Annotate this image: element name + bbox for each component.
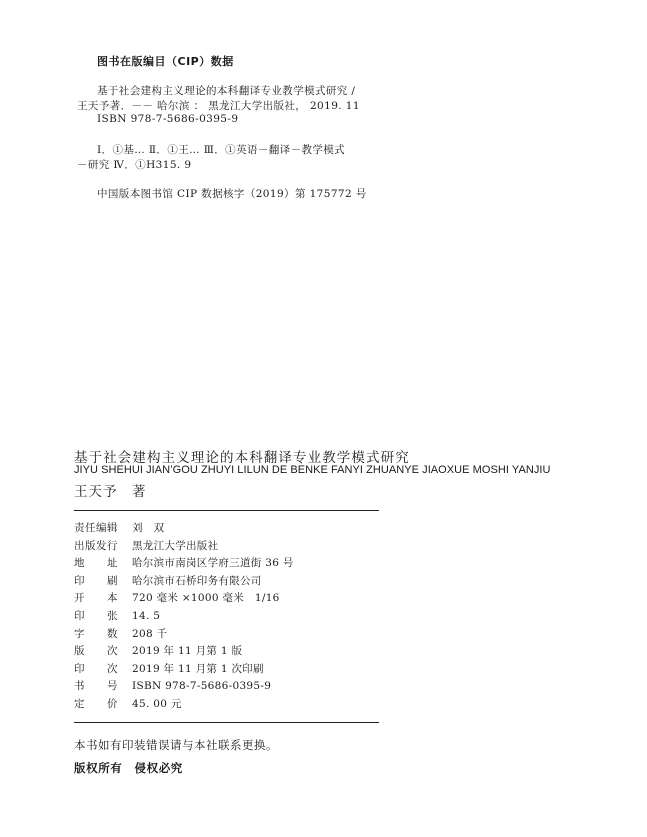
pub-info-row (74, 538, 294, 556)
pub-info-value: 45. 00 元 (132, 697, 182, 710)
pub-info-value: 哈尔滨市南岗区学府三道街 36 号 (132, 557, 294, 570)
pub-info-value: 2019 年 11 月第 1 次印刷 (132, 662, 264, 675)
book-title: 基于社会建构主义理论的本科翻译专业教学模式研究 (74, 450, 410, 466)
divider-top (74, 510, 379, 511)
pub-info-value: 哈尔滨市石桥印务有限公司 (132, 574, 262, 587)
book-author: 王天予 著 (74, 484, 147, 500)
pub-info-row (74, 643, 294, 661)
cip-isbn: ISBN 978-7-5686-0395-9 (97, 113, 239, 125)
cip-title: 图书在版编目（CIP）数据 (97, 55, 234, 68)
pub-info-label: 版 次 (74, 645, 118, 658)
cip-classification-line-1: Ⅰ．①基… Ⅱ．①王… Ⅲ．①英语－翻译－教学模式 (97, 144, 346, 156)
copyright-statement: 版权所有 侵权必究 (74, 761, 183, 775)
pub-info-row (74, 573, 294, 591)
book-title-pinyin: JIYU SHEHUI JIAN’GOU ZHUYI LILUN DE BENKE FANYI ZHUANYE JIAOXUE MOSHI YANJIU (74, 464, 551, 476)
cip-description-line-2: 王天予著．－－ 哈尔滨 ： 黑龙江大学出版社， 2019. 11 (77, 100, 360, 112)
pub-info-row (74, 555, 294, 573)
pub-info-label: 印 刷 (74, 574, 118, 587)
pub-info-label: 开 本 (74, 592, 118, 605)
pub-info-row (74, 608, 294, 626)
pub-info-value: 2019 年 11 月第 1 版 (132, 645, 243, 658)
publishing-info-list (74, 520, 294, 714)
cip-approval-number: 中国版本图书馆 CIP 数据核字（2019）第 175772 号 (97, 188, 367, 200)
pub-info-label: 印 次 (74, 662, 118, 675)
pub-info-row (74, 678, 294, 696)
pub-info-value: 黑龙江大学出版社 (132, 539, 219, 552)
pub-info-value: 208 千 (132, 627, 168, 640)
pub-info-label: 责任编辑 (74, 522, 118, 534)
pub-info-row (74, 626, 294, 644)
pub-info-label: 出版发行 (74, 539, 118, 552)
pub-info-label: 定 价 (74, 697, 118, 710)
pub-info-row (74, 590, 294, 608)
divider-bottom (74, 722, 379, 723)
pub-info-value: 刘 双 (132, 522, 165, 534)
pub-info-row (74, 520, 294, 538)
cip-classification-line-2: －研究 Ⅳ．①H315. 9 (77, 159, 192, 171)
pub-info-label: 印 张 (74, 609, 118, 622)
pub-info-row (74, 661, 294, 679)
pub-info-row (74, 696, 294, 714)
pub-info-value: 720 毫米 ×1000 毫米 1/16 (132, 592, 280, 605)
pub-info-label: 地 址 (74, 557, 118, 570)
misprint-notice: 本书如有印装错误请与本社联系更换。 (74, 738, 278, 752)
pub-info-value: ISBN 978-7-5686-0395-9 (132, 680, 272, 693)
pub-info-label: 书 号 (74, 680, 118, 693)
cip-description-line-1: 基于社会建构主义理论的本科翻译专业教学模式研究 / (97, 85, 356, 97)
pub-info-value: 14. 5 (132, 609, 161, 622)
pub-info-label: 字 数 (74, 627, 118, 640)
